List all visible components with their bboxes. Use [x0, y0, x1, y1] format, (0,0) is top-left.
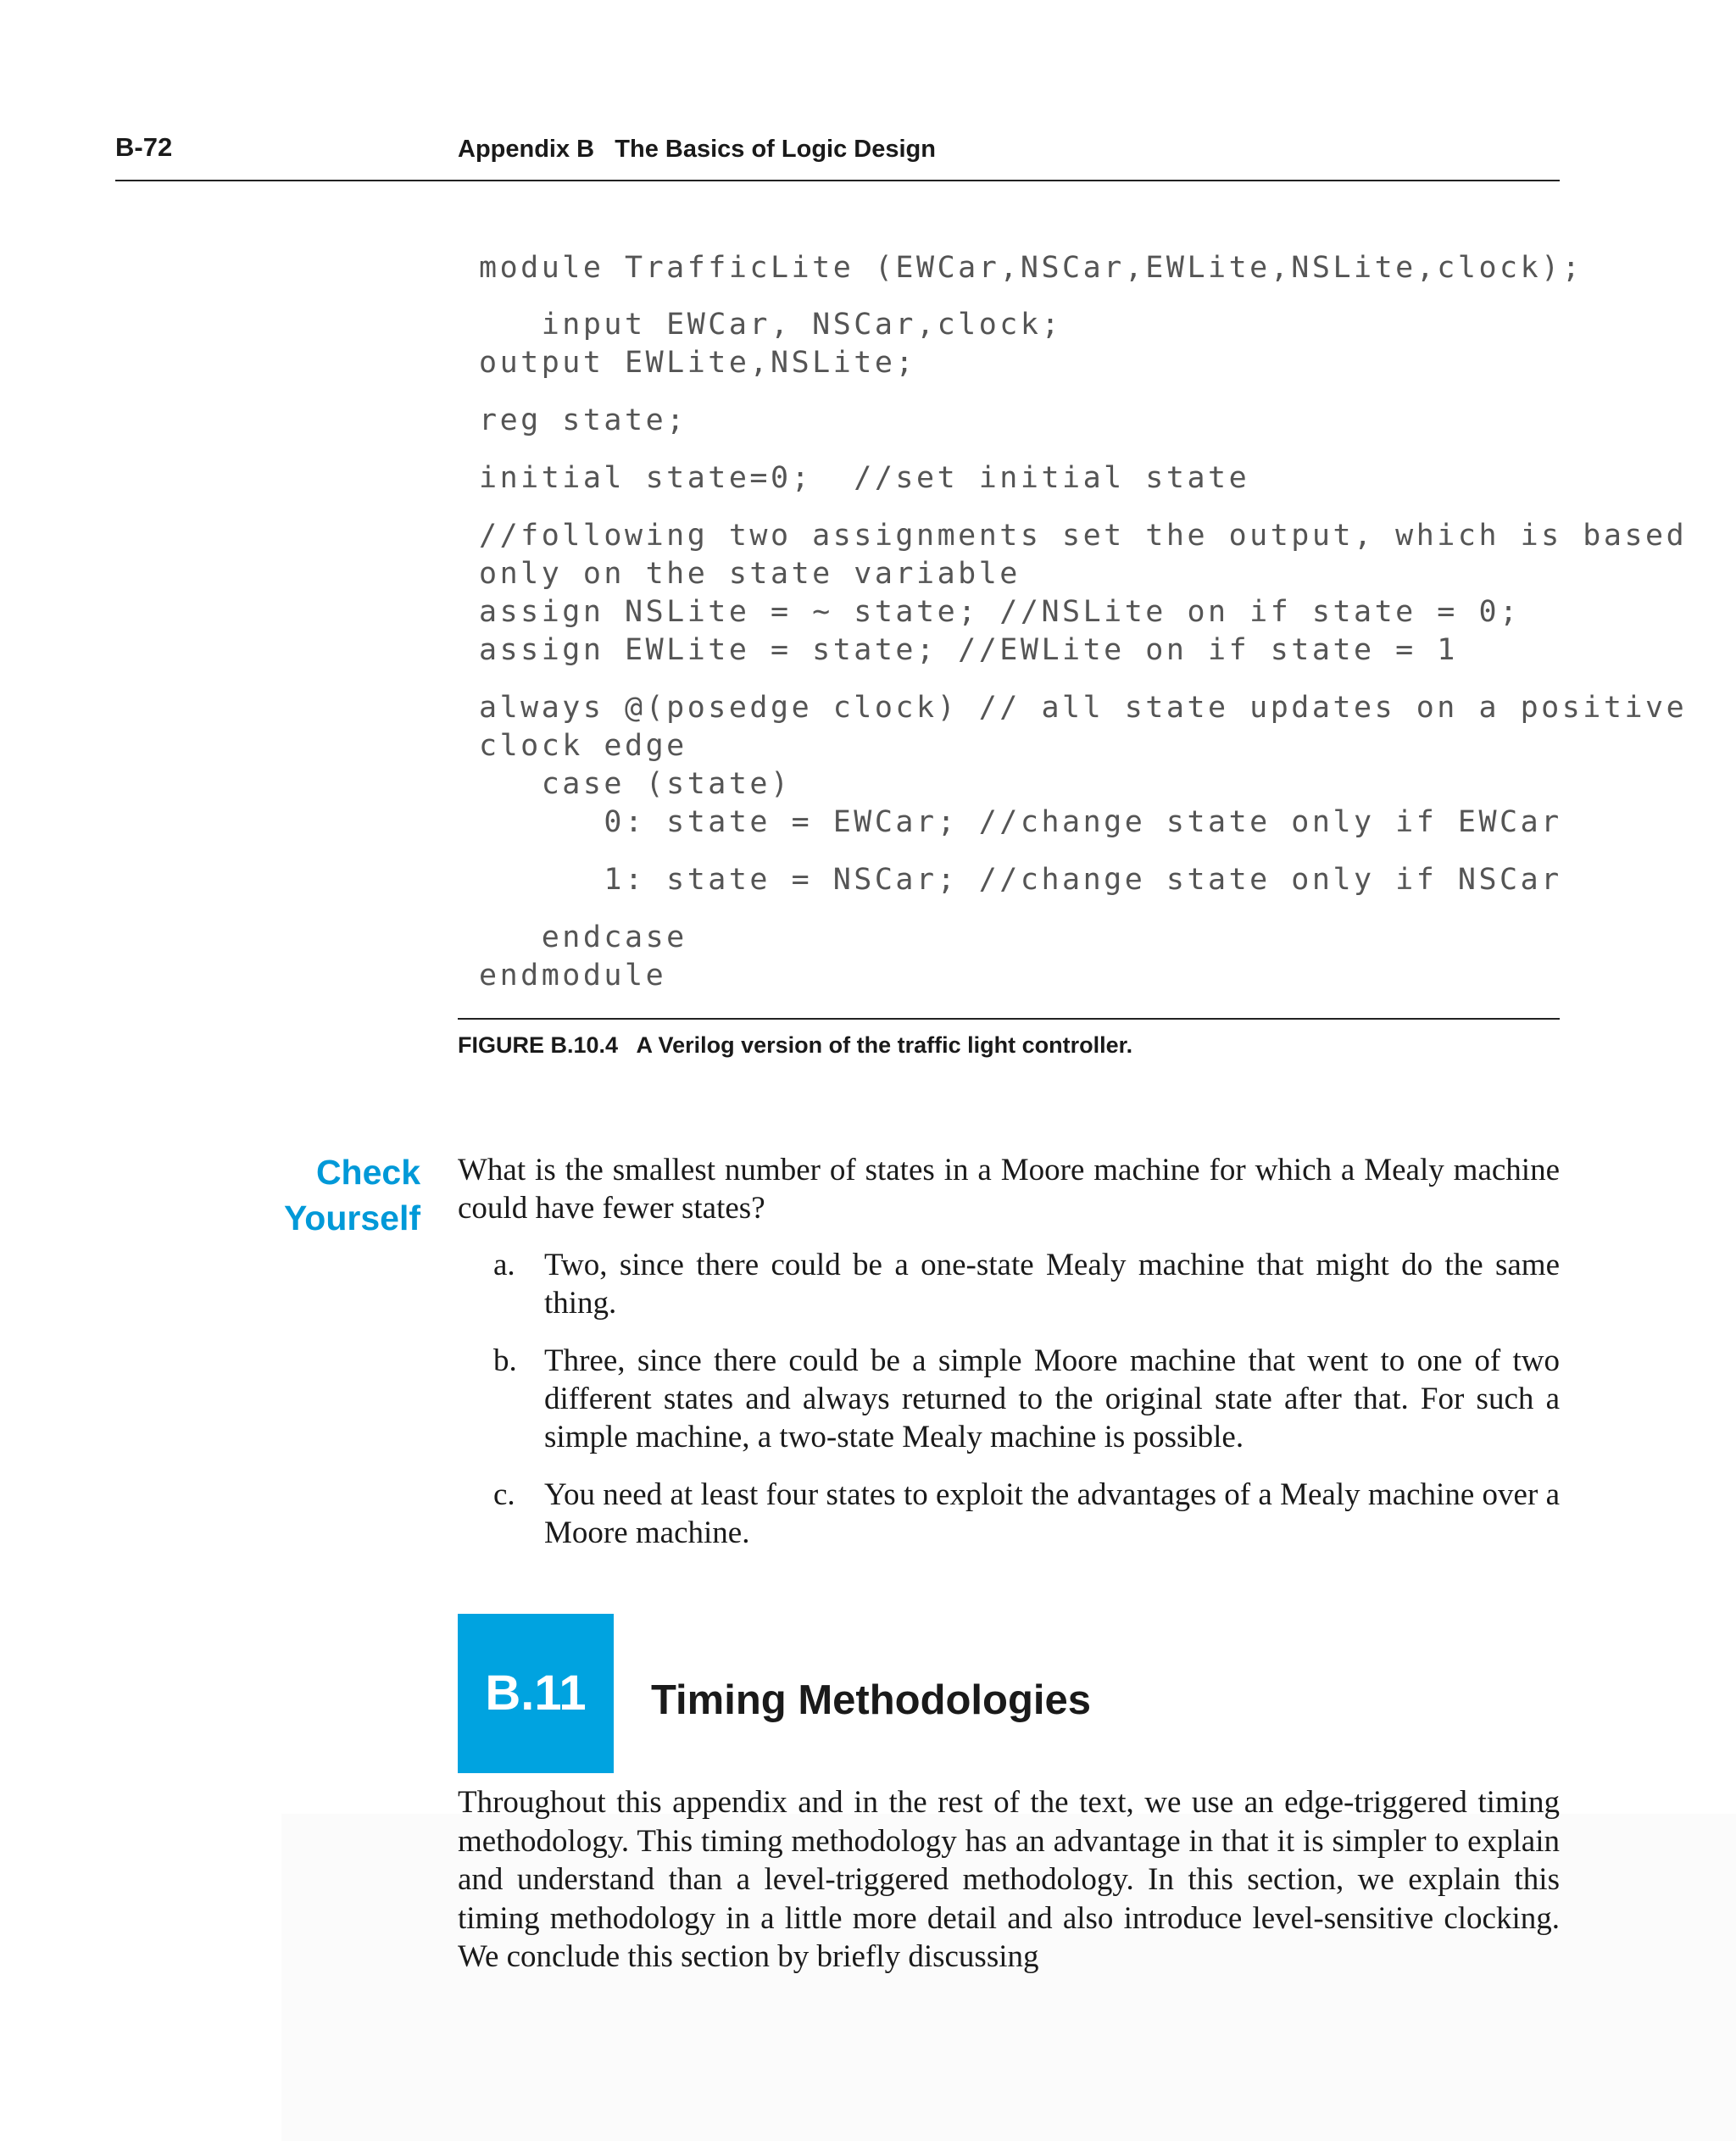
section-number: B.11 — [485, 1666, 587, 1721]
option-letter: c. — [493, 1477, 515, 1512]
page-number: B-72 — [115, 132, 173, 162]
check-yourself-label — [284, 1149, 420, 1241]
running-title: Appendix B The Basics of Logic Design — [458, 136, 936, 163]
section-number-box — [458, 1614, 614, 1773]
code-line: input EWCar, NSCar,clock; — [479, 308, 1063, 342]
header-rule — [115, 180, 1560, 181]
code-line: 0: state = EWCar; //change state only if EWCar — [479, 805, 1562, 839]
code-line: assign EWLite = state; //EWLite on if state = 1 — [479, 633, 1458, 667]
code-line: endmodule — [479, 959, 667, 993]
answer-option-c — [493, 1476, 1560, 1552]
answer-option-b — [493, 1342, 1560, 1456]
code-line: //following two assignments set the output, which is based — [479, 519, 1688, 553]
option-text: You need at least four states to exploit the advantages of a Mealy machine over a Moore machine. — [544, 1477, 1560, 1550]
code-line: 1: state = NSCar; //change state only if NSCar — [479, 863, 1562, 897]
answer-option-a — [493, 1246, 1560, 1322]
code-line: case (state) — [479, 767, 792, 801]
check-label-line2: Yourself — [284, 1198, 420, 1237]
section-body-paragraph: Throughout this appendix and in the rest of the text, we use an edge-triggered timing methodology. This timing methodology has an advantage in that it is simpler to explain and understand than a level-triggered methodology. In this section, we explain this timing methodology in a little more detail and also introduce level-sensitive clocking. We conclude this section by briefly discussing — [458, 1785, 1560, 1974]
check-label-line1: Check — [315, 1153, 420, 1192]
code-line: reg state; — [479, 403, 687, 437]
section-title: Timing Methodologies — [651, 1677, 1092, 1723]
code-line: clock edge — [479, 729, 687, 763]
figure-caption: FIGURE B.10.4 A Verilog version of the traffic light controller. — [458, 1032, 1133, 1058]
option-letter: b. — [493, 1343, 517, 1378]
option-letter: a. — [493, 1248, 515, 1282]
code-line: assign NSLite = ~ state; //NSLite on if state = 0; — [479, 595, 1521, 629]
figure-rule — [458, 1018, 1560, 1020]
code-line: only on the state variable — [479, 557, 1021, 591]
check-question: What is the smallest number of states in a Moore machine for which a Mealy machine could have fewer states? — [458, 1153, 1560, 1226]
code-line: always @(posedge clock) // all state updates on a positive — [479, 691, 1688, 725]
code-line: output EWLite,NSLite; — [479, 346, 917, 380]
code-line: initial state=0; //set initial state — [479, 461, 1250, 495]
option-text: Three, since there could be a simple Moore machine that went to one of two different states and always returned to the original state after that. For such a simple machine, a two-state Mealy machine is possible. — [544, 1343, 1560, 1454]
code-line: endcase — [479, 920, 687, 954]
code-line: module TrafficLite (EWCar,NSCar,EWLite,NSLite,clock); — [479, 251, 1583, 285]
option-text: Two, since there could be a one-state Mealy machine that might do the same thing. — [544, 1248, 1560, 1321]
